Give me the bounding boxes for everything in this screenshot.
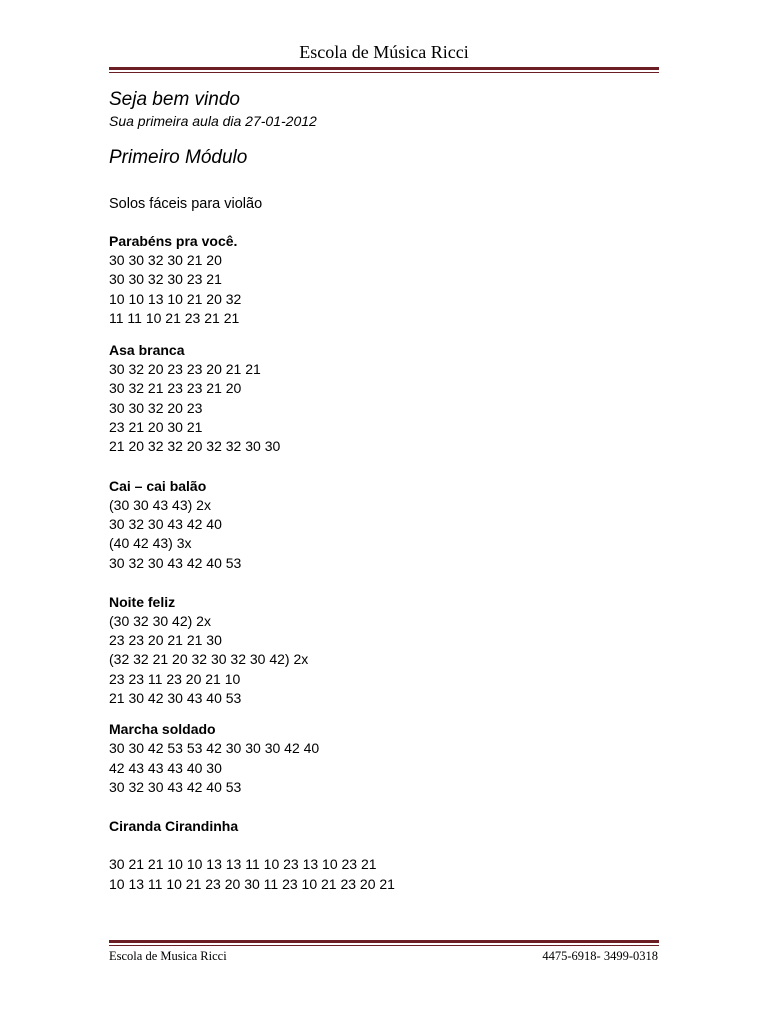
footer-rule-thick [109,940,659,943]
song-line: 21 20 32 32 20 32 32 30 30 [109,438,281,455]
song-line: 23 21 20 30 21 [109,419,203,436]
welcome-heading: Seja bem vindo [109,89,240,110]
song-line: (30 30 43 43) 2x [109,496,211,513]
song-line: (30 32 30 42) 2x [109,612,211,629]
song-cai-cai-balao [109,477,669,573]
song-title: Ciranda Cirandinha [109,818,239,835]
footer-school-name: Escola de Musica Ricci [109,949,227,963]
page-header-title: Escola de Música Ricci [299,42,469,62]
song-title: Noite feliz [109,593,176,610]
song-line: 30 32 30 43 42 40 53 [109,554,242,571]
song-marcha-soldado [109,720,669,797]
song-line: 30 30 42 53 53 42 30 30 30 42 40 [109,740,320,757]
song-title: Parabéns pra você. [109,233,238,249]
song-line: 11 11 10 21 23 21 21 [109,309,240,326]
section-subtitle: Solos fáceis para violão [109,196,263,212]
song-title: Cai – cai balão [109,477,207,494]
song-line: 42 43 43 43 40 30 [109,759,222,776]
header-rule-thick [109,67,659,70]
song-noite-feliz [109,593,669,708]
song-line: (40 42 43) 3x [109,535,192,552]
song-line: 30 32 21 23 23 21 20 [109,380,242,397]
song-line: 23 23 20 21 21 30 [109,632,222,649]
song-ciranda [109,817,669,894]
song-asa-branca [109,341,669,456]
song-line: 10 13 11 10 21 23 20 30 11 23 10 21 23 20 21 [109,875,395,892]
song-line: 21 30 42 30 43 40 53 [109,690,242,707]
module-heading: Primeiro Módulo [109,147,248,168]
footer-rule-thin [109,945,659,946]
song-line: 30 30 32 30 21 20 [109,252,222,268]
song-line: (32 32 21 20 32 30 32 30 42) 2x [109,651,309,668]
song-line: 30 32 30 43 42 40 [109,515,222,532]
header-rule-thin [109,72,659,73]
song-title: Marcha soldado [109,721,216,738]
first-lesson-date: Sua primeira aula dia 27-01-2012 [109,113,317,129]
song-line: 23 23 11 23 20 21 10 [109,670,241,687]
song-line: 30 32 30 43 42 40 53 [109,778,242,795]
blank-line [109,836,669,855]
song-line: 30 21 21 10 10 13 13 11 10 23 13 10 23 21 [109,856,377,873]
song-line: 30 30 32 30 23 21 [109,271,222,288]
document-body [109,88,669,894]
song-title: Asa branca [109,342,185,359]
song-line: 10 10 13 10 21 20 32 [109,290,242,307]
song-line: 30 30 32 20 23 [109,399,203,416]
footer-phone-numbers: 4475-6918- 3499-0318 [542,949,658,963]
song-line: 30 32 20 23 23 20 21 21 [109,361,261,378]
song-parabens [109,232,669,328]
